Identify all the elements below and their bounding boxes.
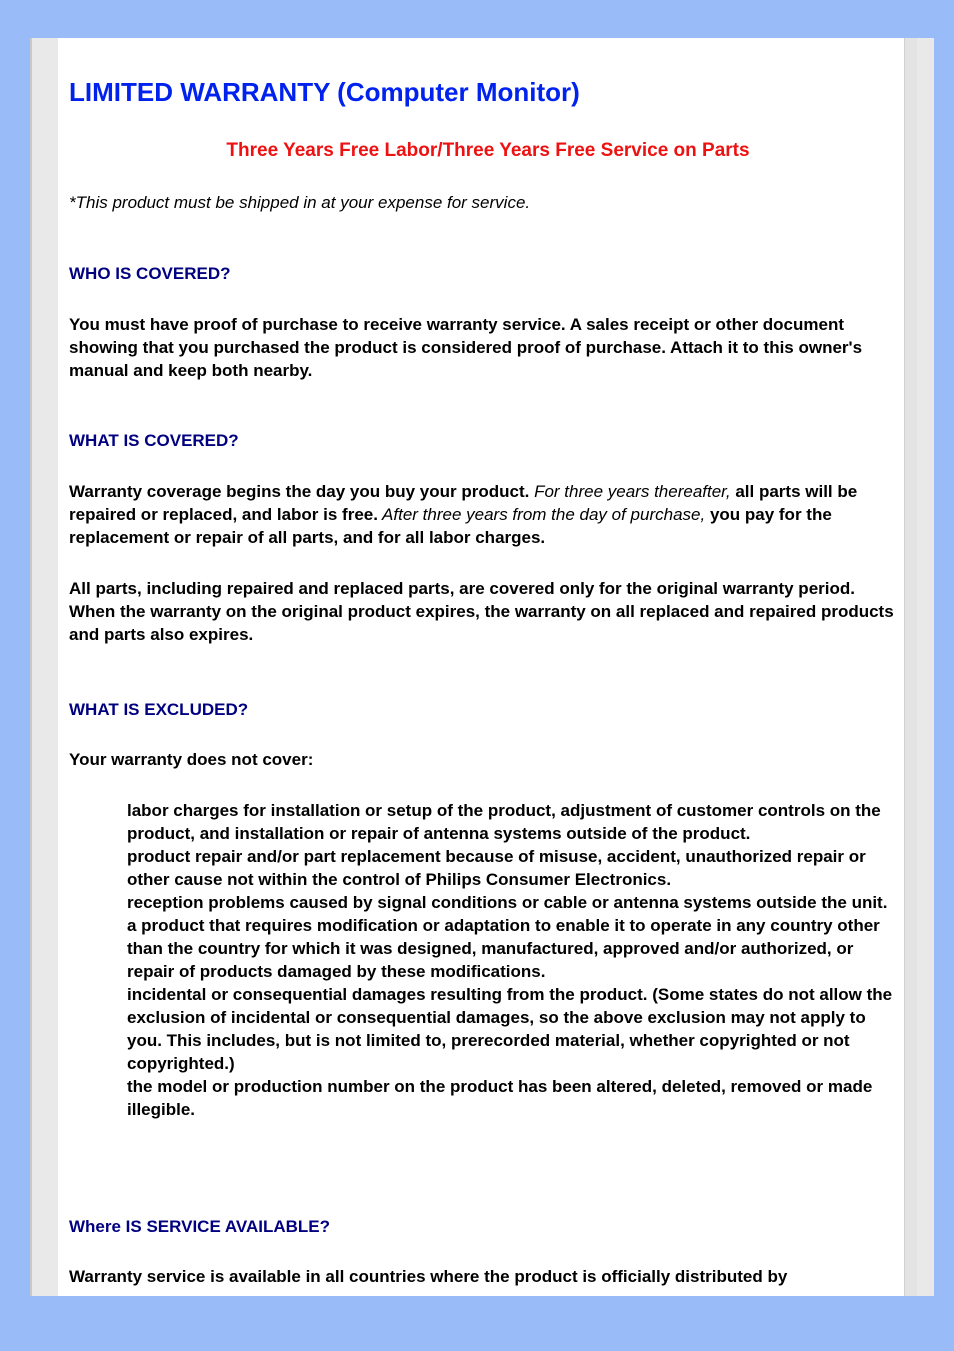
coverage-period-text: For three years thereafter, (529, 482, 736, 501)
service-available-heading: Where IS SERVICE AVAILABLE? (69, 1217, 331, 1236)
document-page (58, 38, 917, 1296)
coverage-pay-text: you pay for the replacement or repair of all parts, and for all labor charges. (69, 505, 832, 547)
who-covered-text: You must have proof of purchase to receive warranty service. A sales receipt or other document showing that you purchased the product is considered proof of purchase. Attach it to this owner's manual and keep both nearby. (69, 315, 863, 380)
exclusion-item: a product that requires modification or adaptation to enable it to operate in any country other than the country for which it was designed, manufactured, approved and/or authorized, or repair of products damaged by these modifications. (127, 916, 880, 981)
what-covered-paragraph-1 (69, 480, 899, 549)
coverage-free-text: all parts will be repaired or replaced, and labor is free. (69, 482, 858, 524)
exclusions-list (127, 799, 899, 1121)
exclusion-item: labor charges for installation or setup of the product, adjustment of customer controls on the product, and installation or repair of antenna systems outside of the product. (127, 801, 881, 843)
what-covered-paragraph-2: All parts, including repaired and replaced parts, are covered only for the original warranty period. When the warranty on the original product expires, the warranty on all replaced and repaired products and parts also expires. (69, 579, 894, 644)
coverage-start-text: Warranty coverage begins the day you buy your product. (69, 482, 530, 501)
right-margin-rail (904, 38, 917, 1296)
exclusion-item: product repair and/or part replacement because of misuse, accident, unauthorized repair or other cause not within the control of Philips Consumer Electronics. (127, 847, 866, 889)
exclusion-item: the model or production number on the product has been altered, deleted, removed or made illegible. (127, 1077, 873, 1119)
exclusion-item: incidental or consequential damages resulting from the product. (Some states do not allow the exclusion of incidental or consequential damages, so the above exclusion may not apply to you. This includes, but is not limited to, prerecorded material, whether copyrighted or not copyrighted.) (127, 985, 893, 1073)
exclusion-item: reception problems caused by signal conditions or cable or antenna systems outside the unit. (127, 893, 888, 912)
coverage-after-text: After three years from the day of purchase, (377, 505, 710, 524)
shipping-note: *This product must be shipped in at your expense for service. (69, 193, 531, 212)
what-covered-heading: WHAT IS COVERED? (69, 431, 239, 450)
exclusions-intro: Your warranty does not cover: (69, 750, 314, 769)
what-excluded-heading: WHAT IS EXCLUDED? (69, 700, 249, 719)
who-covered-heading: WHO IS COVERED? (69, 264, 231, 283)
page-frame (30, 38, 934, 1296)
service-available-text: Warranty service is available in all countries where the product is officially distributed by (69, 1267, 788, 1286)
warranty-subtitle: Three Years Free Labor/Three Years Free Service on Parts (226, 140, 750, 161)
page-title: LIMITED WARRANTY (Computer Monitor) (69, 77, 580, 107)
